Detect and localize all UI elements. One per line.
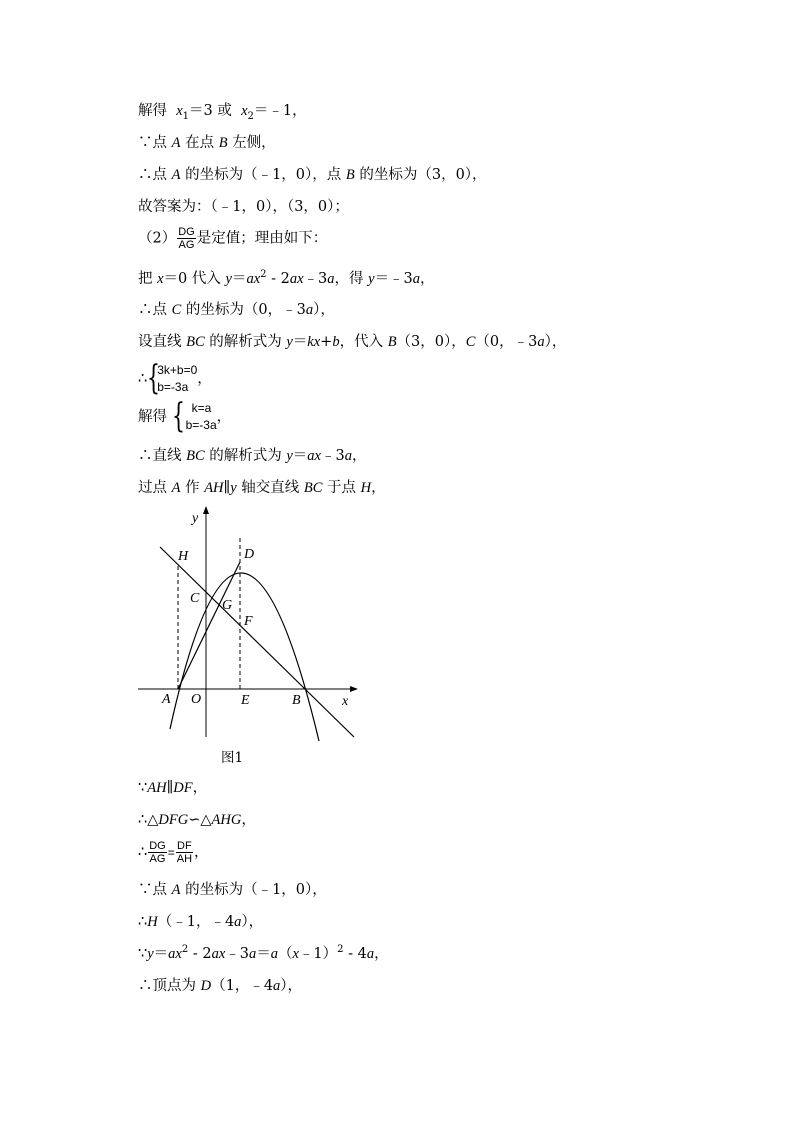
label-x: x bbox=[342, 694, 349, 709]
line-14: ∴△DFG∽△AHG， bbox=[138, 812, 256, 828]
label-d: D bbox=[244, 547, 255, 562]
label-c: C bbox=[190, 591, 200, 606]
part-label: （2） bbox=[138, 230, 177, 247]
line-ad bbox=[178, 562, 240, 689]
equation-system-1: { 3k+b=0 b=-3a bbox=[147, 358, 198, 398]
line-12: 过点 A 作 AH∥y 轴交直线 BC 于点 H， bbox=[138, 480, 386, 496]
fraction-dg-ag: $\frac{DG}{AG}$ bbox=[178, 226, 195, 251]
line-11: ∴直线 BC 的解析式为 y＝ax﹣3a， bbox=[138, 448, 367, 464]
line-6: 把 x＝0 代入 $y=ax^2$ - 2ax﹣3a，得 y＝﹣3a， bbox=[138, 269, 435, 287]
line-bc bbox=[160, 547, 354, 737]
label-a: A bbox=[162, 692, 171, 707]
parabola-figure bbox=[138, 505, 363, 745]
line-3: ∴点 A 的坐标为（﹣1，0），点 B 的坐标为（3，0）， bbox=[138, 167, 487, 183]
equation-system-2: { k=a b=-3a bbox=[171, 396, 217, 436]
figure-caption: 图1 bbox=[221, 750, 244, 766]
line-5-text: 是定值；理由如下： bbox=[196, 230, 328, 247]
fraction-df-ah: $\frac{DF}{AH}$ bbox=[176, 840, 193, 865]
y-axis-arrow bbox=[203, 506, 209, 514]
label-e: E bbox=[241, 693, 250, 708]
line-10: 解得 { k=a b=-3a ， bbox=[138, 396, 232, 436]
line-7: ∴点 C 的坐标为（0，﹣3a）， bbox=[138, 302, 335, 318]
label-y: y bbox=[192, 511, 199, 526]
line-19: ∴顶点为 D（1，﹣4a）， bbox=[138, 978, 303, 994]
label-o: O bbox=[191, 692, 202, 707]
line-9: ∴ { 3k+b=0 b=-3a ， bbox=[138, 358, 212, 398]
line-1: 解得 $x_1=3$ 或 $x_2=﹣1$， bbox=[138, 103, 307, 122]
fraction-dg-ag-2: $\frac{DG}{AG}$ bbox=[149, 840, 166, 865]
label-b: B bbox=[292, 693, 301, 708]
line-5 bbox=[138, 226, 327, 251]
line-13: ∵AH∥DF， bbox=[138, 780, 208, 796]
line-17: ∴H（﹣1，﹣4a）， bbox=[138, 914, 264, 930]
label-f: F bbox=[244, 614, 253, 629]
line-4: 故答案为：（﹣1，0），（3，0）； bbox=[138, 199, 349, 215]
line-16: ∵点 A 的坐标为（﹣1，0）， bbox=[138, 882, 327, 898]
x-axis-arrow bbox=[350, 686, 358, 692]
line-15: ∴ $\frac{DG}{AG}$ = $\frac{DF}{AH}$ ， bbox=[138, 840, 209, 865]
line-8: 设直线 BC 的解析式为 y＝kx+b，代入 B（3，0），C（0，﹣3a）， bbox=[138, 334, 567, 350]
line-18: $\because y=ax^2$ - 2ax﹣3a＝a（x﹣1）$^2$ - 4a， bbox=[138, 944, 389, 962]
line-2: ∵点 A 在点 B 左侧， bbox=[138, 135, 276, 151]
label-g: G bbox=[222, 598, 233, 613]
label-h: H bbox=[178, 549, 189, 564]
